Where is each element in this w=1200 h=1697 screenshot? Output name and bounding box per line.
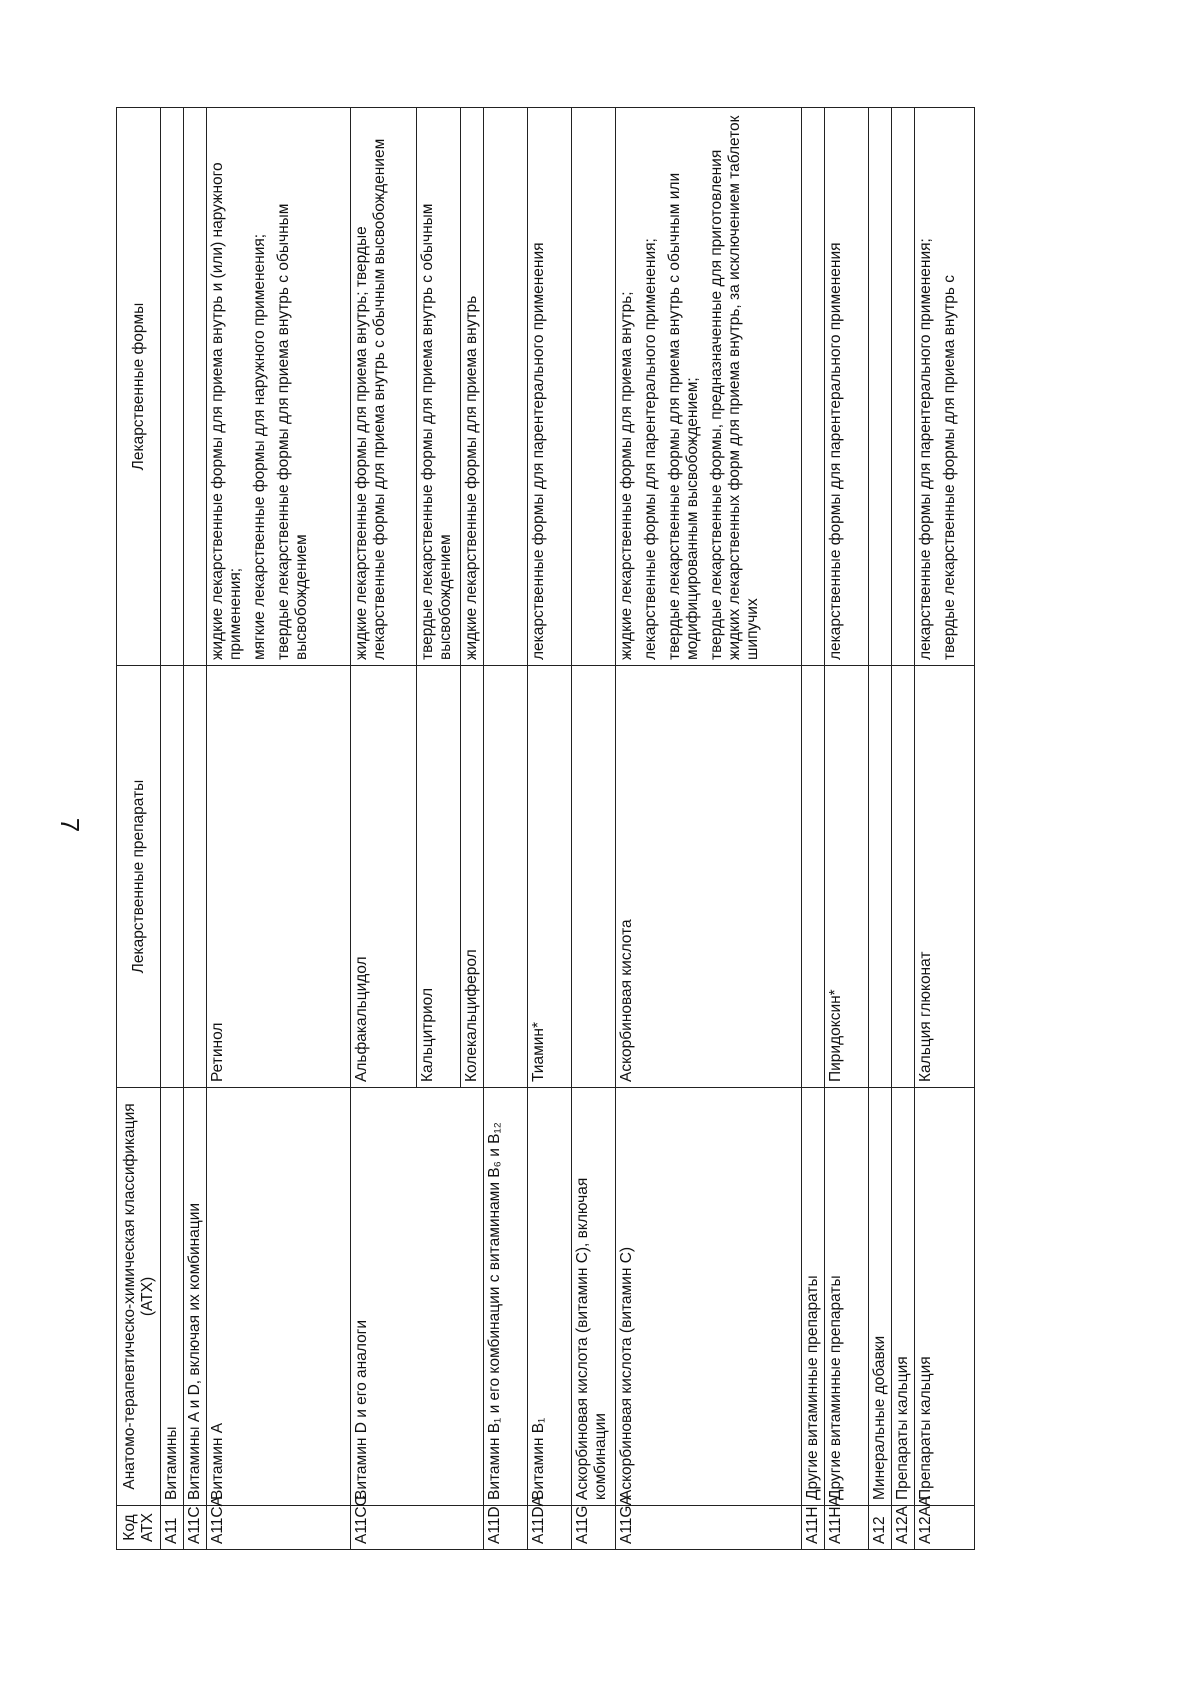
cell-code: A11C: [184, 1506, 207, 1550]
cell-classification: Аскорбиновая кислота (витамин C): [616, 1088, 802, 1506]
cell-forms: [484, 108, 528, 666]
cell-drug: Пиридоксин*: [825, 666, 869, 1088]
cell-drug: Аскорбиновая кислота: [616, 666, 802, 1088]
table-row: [351, 108, 417, 1550]
cell-classification: Витамин B₁: [528, 1088, 572, 1506]
form-item: лекарственные формы для парентерального применения;: [642, 238, 659, 660]
table-row: [528, 108, 572, 1550]
cell-forms: [572, 108, 616, 666]
cell-classification: Витамин A: [207, 1088, 351, 1506]
header-drugs: Лекарственные препараты: [117, 666, 161, 1088]
table-row: [207, 108, 351, 1550]
cell-code: A11H: [802, 1506, 825, 1550]
cell-forms: [915, 108, 975, 666]
form-item: жидкие лекарственные формы для приема внутрь и (или) наружного применения;: [209, 162, 244, 660]
cell-forms: [207, 108, 351, 666]
cell-forms: [616, 108, 802, 666]
cell-drug: Кальцитриол: [417, 666, 461, 1088]
cell-forms: [184, 108, 207, 666]
cell-code: A11GA: [616, 1506, 802, 1550]
cell-classification: Препараты кальция: [915, 1088, 975, 1506]
table-row: [161, 108, 184, 1550]
table-row: [572, 108, 616, 1550]
cell-drug: [161, 666, 184, 1088]
table-row: [825, 108, 869, 1550]
cell-drug: [869, 666, 892, 1088]
form-item: твердые лекарственные формы, предназначенные для приготовления жидких лекарственных форм для приема внутрь, за исключением таблеток шипучих: [708, 115, 761, 660]
cell-code: A11CA: [207, 1506, 351, 1550]
cell-code: A11DA: [528, 1506, 572, 1550]
drug-classification-table: [116, 107, 975, 1550]
cell-forms: [825, 108, 869, 666]
cell-drug: Кальция глюконат: [915, 666, 975, 1088]
form-item: жидкие лекарственные формы для приема внутрь; твердые лекарственные формы для приема внутрь с обычным высвобождением: [353, 138, 388, 660]
form-item: мягкие лекарственные формы для наружного применения;: [251, 233, 268, 660]
form-item: твердые лекарственные формы для приема внутрь с обычным высвобождением: [275, 203, 310, 660]
table-row: [869, 108, 892, 1550]
cell-drug: Тиамин*: [528, 666, 572, 1088]
cell-classification: Витамины: [161, 1088, 184, 1506]
form-item: лекарственные формы для парентерального применения;: [917, 238, 934, 660]
cell-drug: Альфакальцидол: [351, 666, 417, 1088]
cell-code: A11: [161, 1506, 184, 1550]
cell-forms: [869, 108, 892, 666]
cell-classification: Другие витаминные препараты: [802, 1088, 825, 1506]
table-header-row: [117, 108, 161, 1550]
table-row: [892, 108, 915, 1550]
cell-code: A11HA: [825, 1506, 869, 1550]
cell-drug: [184, 666, 207, 1088]
form-item: жидкие лекарственные формы для приема внутрь;: [618, 291, 635, 660]
cell-forms: [161, 108, 184, 666]
cell-code: A11G: [572, 1506, 616, 1550]
form-item: жидкие лекарственные формы для приема внутрь: [463, 295, 480, 660]
table-row: [616, 108, 802, 1550]
table-row: [184, 108, 207, 1550]
cell-drug: [892, 666, 915, 1088]
cell-code: A12: [869, 1506, 892, 1550]
cell-classification: Другие витаминные препараты: [825, 1088, 869, 1506]
form-item: твердые лекарственные формы для приема внутрь с обычным высвобождением: [419, 203, 454, 660]
drug-table-rotated: [116, 108, 958, 1550]
form-item: твердые лекарственные формы для приема внутрь с обычным или модифицированным высвобождением;: [666, 172, 701, 660]
cell-drug: [572, 666, 616, 1088]
cell-classification: Витамин B₁ и его комбинации с витаминами B₆ и B₁₂: [484, 1088, 528, 1506]
cell-drug: [484, 666, 528, 1088]
form-item: лекарственные формы для парентерального применения: [530, 242, 547, 660]
cell-classification: Аскорбиновая кислота (витамин C), включая комбинации: [572, 1088, 616, 1506]
cell-forms: [417, 108, 461, 666]
cell-forms: [802, 108, 825, 666]
cell-classification: Витамин D и его аналоги: [351, 1088, 484, 1506]
cell-code: A11CC: [351, 1506, 484, 1550]
page-number: 7: [55, 817, 85, 833]
cell-classification: Минеральные добавки: [869, 1088, 892, 1506]
cell-classification: Витамины A и D, включая их комбинации: [184, 1088, 207, 1506]
cell-classification: Препараты кальция: [892, 1088, 915, 1506]
cell-forms: [892, 108, 915, 666]
header-forms: Лекарственные формы: [117, 108, 161, 666]
cell-forms: [351, 108, 417, 666]
cell-forms: [461, 108, 484, 666]
cell-drug: Ретинол: [207, 666, 351, 1088]
header-code: Код АТХ: [117, 1506, 161, 1550]
cell-code: A12A: [892, 1506, 915, 1550]
form-item: лекарственные формы для парентерального применения: [827, 242, 844, 660]
cell-code: A11D: [484, 1506, 528, 1550]
table-row: [915, 108, 975, 1550]
header-classification: Анатомо-терапевтическо-химическая классификация (АТХ): [117, 1088, 161, 1506]
table-row: [802, 108, 825, 1550]
cell-drug: [802, 666, 825, 1088]
cell-forms: [528, 108, 572, 666]
cell-drug: Колекальциферол: [461, 666, 484, 1088]
cell-code: A12AA: [915, 1506, 975, 1550]
table-row: [484, 108, 528, 1550]
form-item: твердые лекарственные формы для приема внутрь с: [941, 274, 958, 660]
